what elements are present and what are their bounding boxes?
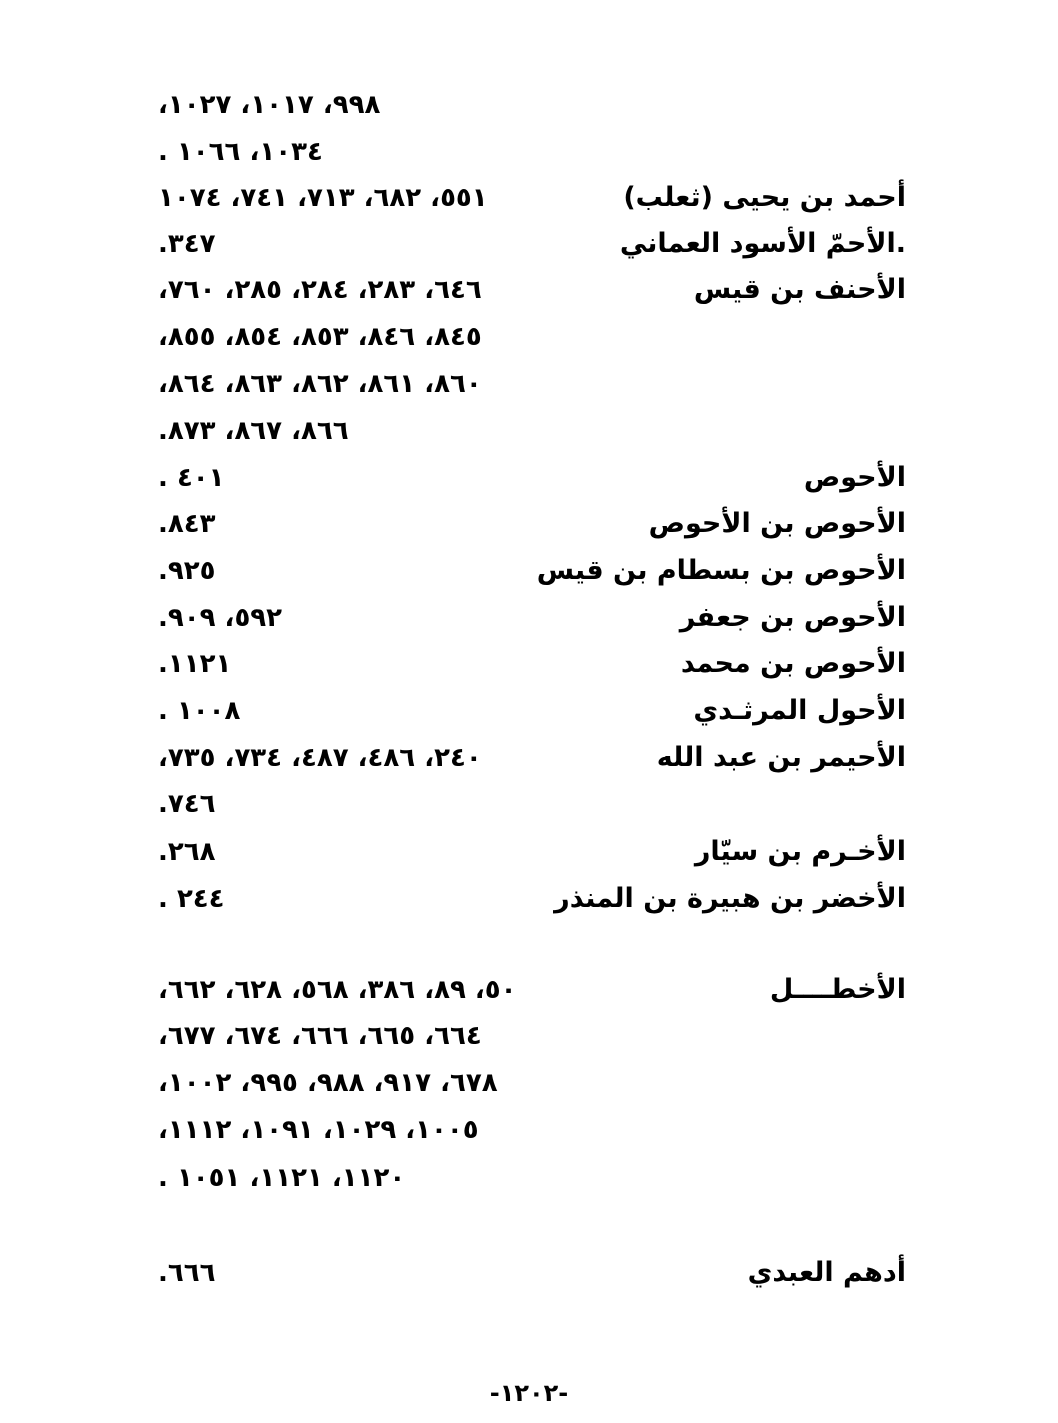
index-line xyxy=(0,1107,1058,1153)
index-page-references: ٦٤٦، ٢٨٣، ٢٨٤، ٢٨٥، ٧٦٠، xyxy=(158,275,482,305)
index-line xyxy=(0,455,1058,501)
index-entry-name: الأخـرم بن سيّار xyxy=(694,836,906,867)
page-number: -١٢٠٢- xyxy=(489,1379,569,1407)
index-entry-name: الأحوص بن جعفر xyxy=(679,602,906,633)
index-page-references: ٦٧٨، ٩١٧، ٩٨٨، ٩٩٥، ١٠٠٢، xyxy=(158,1068,498,1098)
index-page-references: ٩٢٥. xyxy=(158,556,216,586)
index-page-references: ٥٩٢، ٩٠٩. xyxy=(158,603,283,633)
index-page-references: ٨٤٣. xyxy=(158,509,216,539)
index-page-references: ٦٦٤، ٦٦٥، ٦٦٦، ٦٧٤، ٦٧٧، xyxy=(158,1021,482,1051)
index-line xyxy=(0,829,1058,875)
index-line xyxy=(0,1155,1058,1201)
index-page-references: ١١٢١. xyxy=(158,649,232,679)
index-entry-name: الأحوص بن الأحوص xyxy=(648,508,906,539)
index-line xyxy=(0,735,1058,781)
index-page-references: ٥٠، ٨٩، ٣٨٦، ٥٦٨، ٦٢٨، ٦٦٢، xyxy=(158,975,517,1005)
index-line xyxy=(0,641,1058,687)
index-entry-name: الأحوص xyxy=(803,462,906,493)
index-page-references: ١٠٣٤، ١٠٦٦ . xyxy=(158,137,323,167)
index-page-references: ٤٠١ . xyxy=(158,463,225,493)
index-entry-name: الأحيمر بن عبد الله xyxy=(656,742,906,773)
index-page-references: ٢٤٠، ٤٨٦، ٤٨٧، ٧٣٤، ٧٣٥، xyxy=(158,743,482,773)
index-page-references: ٥٥١، ٦٨٢، ٧١٣، ٧٤١، ١٠٧٤ xyxy=(158,183,488,213)
index-line xyxy=(0,175,1058,221)
index-page-references: ٨٦٠، ٨٦١، ٨٦٢، ٨٦٣، ٨٦٤، xyxy=(158,369,482,399)
index-line xyxy=(0,595,1058,641)
index-entry-name: الأخضر بن هبيرة بن المنذر xyxy=(554,883,906,914)
index-page-references: ٩٩٨، ١٠١٧، ١٠٢٧، xyxy=(158,90,381,120)
index-line xyxy=(0,876,1058,922)
index-line xyxy=(0,781,1058,827)
index-page-references: ٣٤٧. xyxy=(158,229,216,259)
index-line xyxy=(0,501,1058,547)
index-line xyxy=(0,408,1058,454)
index-entry-name: الأحوص بن محمد xyxy=(680,648,906,679)
index-entry-name: الأخطــــل xyxy=(769,974,906,1005)
index-line xyxy=(0,361,1058,407)
index-line xyxy=(0,967,1058,1013)
index-entry-name: الأحنف بن قيس xyxy=(693,274,906,305)
index-entry-name: .الأحمّ الأسود العماني xyxy=(619,228,906,259)
index-page-references: ١٠٠٥، ١٠٢٩، ١٠٩١، ١١١٢، xyxy=(158,1115,479,1145)
index-page-references: ٢٦٨. xyxy=(158,837,216,867)
index-line xyxy=(0,1013,1058,1059)
index-entry-name: أدهم العبدي xyxy=(747,1257,906,1288)
index-line xyxy=(0,1250,1058,1296)
index-page-references: ١١٢٠، ١١٢١، ١٠٥١ . xyxy=(158,1163,406,1193)
index-line xyxy=(0,548,1058,594)
index-page-references: ٧٤٦. xyxy=(158,789,216,819)
index-page-references: ٦٦٦. xyxy=(158,1258,216,1288)
index-line xyxy=(0,221,1058,267)
index-entry-name: الأحوص بن بسطام بن قيس xyxy=(536,555,906,586)
index-page-references: ١٠٠٨ . xyxy=(158,696,241,726)
index-page-references: ٨٦٦، ٨٦٧، ٨٧٣. xyxy=(158,416,349,446)
index-line xyxy=(0,82,1058,128)
index-line xyxy=(0,267,1058,313)
index-entry-name: أحمد بن يحيى (ثعلب) xyxy=(623,182,906,213)
index-line xyxy=(0,1060,1058,1106)
index-line xyxy=(0,688,1058,734)
index-page-references: ٨٤٥، ٨٤٦، ٨٥٣، ٨٥٤، ٨٥٥، xyxy=(158,322,482,352)
index-line xyxy=(0,129,1058,175)
index-entry-name: الأحول المرثـدي xyxy=(693,695,906,726)
index-line xyxy=(0,314,1058,360)
index-page-references: ٢٤٤ . xyxy=(158,884,225,914)
